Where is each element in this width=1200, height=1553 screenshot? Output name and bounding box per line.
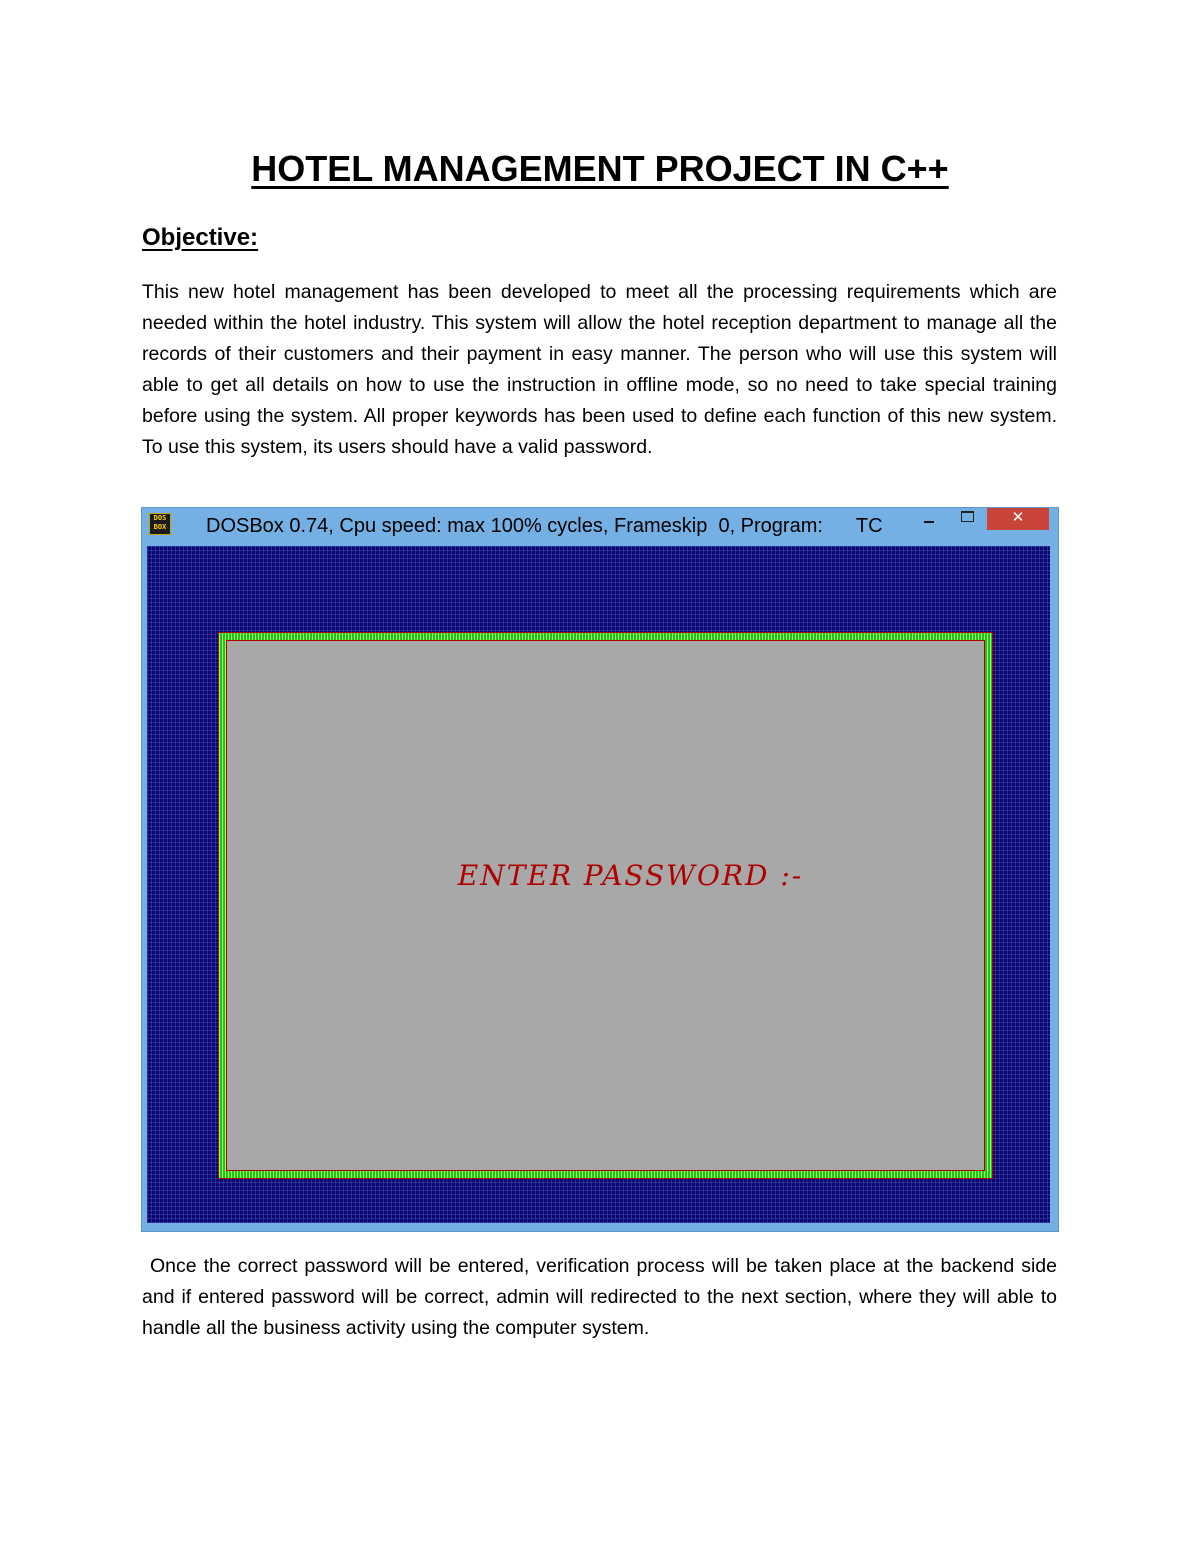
password-prompt: ENTER PASSWORD :-: [457, 859, 804, 892]
objective-paragraph: This new hotel management has been developed to meet all the processing requirements which are needed within the hotel industry. This system will allow the hotel reception department to manage all the records of their customers and their payment in easy manner. The person who will use this system will able to get all details on how to use the instruction in offline mode, so no need to take special training before using the system. All proper keywords has been used to define each function of this new system. To use this system, its users should have a valid password.: [142, 281, 1057, 458]
closing-paragraph: Once the correct password will be entered, verification process will be taken place at the backend side and if entered password will be correct, admin will redirected to the next section, where they will able to handle all the business activity using the computer system.: [142, 1255, 1057, 1339]
dosbox-logo-icon[interactable]: [149, 513, 171, 535]
dosbox-title-text: DOSBox 0.74, Cpu speed: max 100% cycles, Frameskip 0, Program: TC: [206, 515, 883, 537]
dosbox-screen[interactable]: [147, 546, 1050, 1223]
maximize-button[interactable]: [952, 508, 982, 530]
close-button[interactable]: [987, 508, 1049, 530]
maximize-icon: [961, 511, 974, 522]
minimize-button[interactable]: [914, 508, 944, 530]
objective-heading: Objective:: [142, 224, 259, 251]
close-icon: ✕: [1011, 509, 1025, 526]
password-frame: [218, 632, 993, 1179]
dosbox-title-bar[interactable]: [142, 508, 1058, 544]
minimize-icon: [924, 521, 934, 523]
password-panel: [226, 640, 985, 1171]
logo-text-bottom: BOX: [153, 523, 167, 531]
dosbox-window: [141, 507, 1059, 1232]
logo-text-top: DOS: [153, 514, 167, 522]
page-title: HOTEL MANAGEMENT PROJECT IN C++: [251, 148, 949, 189]
